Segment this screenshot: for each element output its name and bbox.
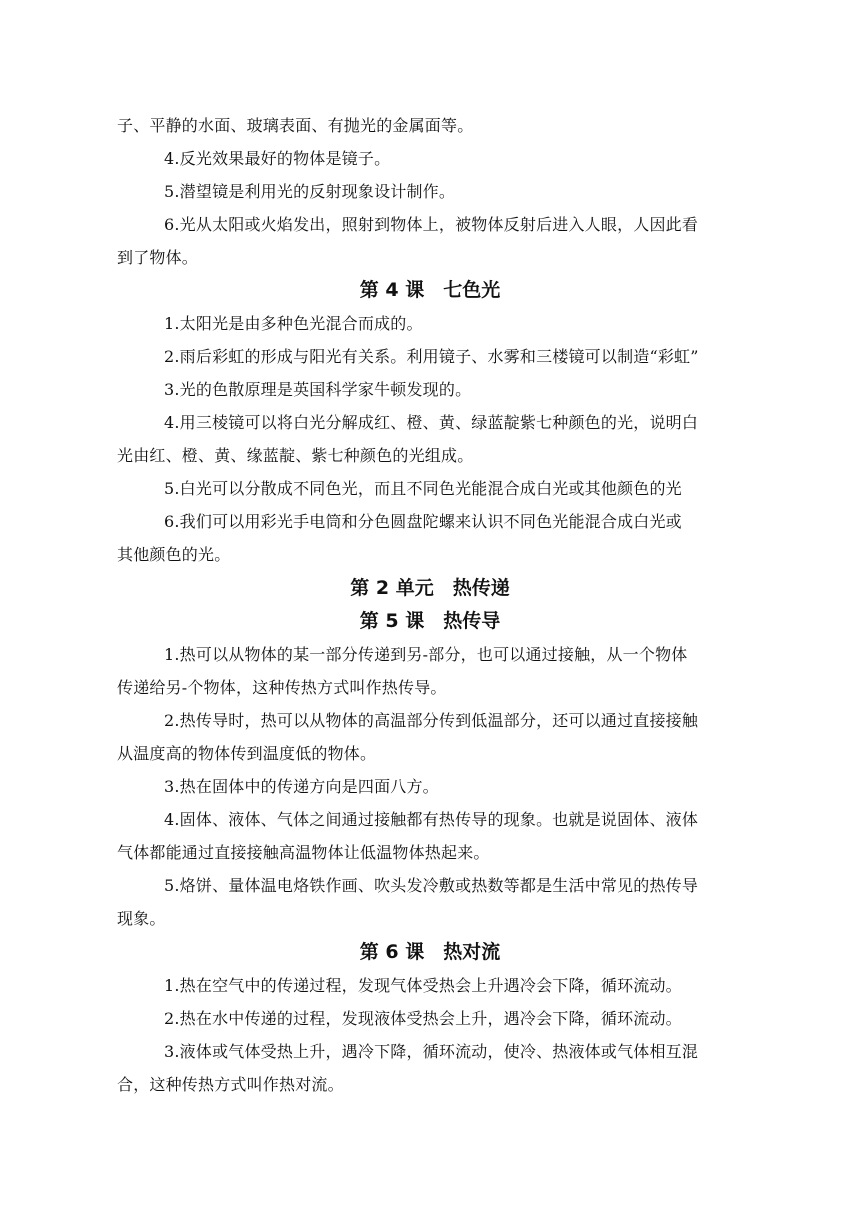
paragraph-line: 到了物体。 [117,248,199,267]
lesson-4-heading: 第 4 课 七色光 [359,279,501,301]
paragraph-line: 4.用三棱镜可以将白光分解成红、橙、黄、绿蓝靛紫七种颜色的光，说明白 [164,413,699,432]
paragraph-line: 传递给另-个物体，这种传热方式叫作热传导。 [117,678,447,697]
paragraph-line: 5.白光可以分散成不同色光，而且不同色光能混合成白光或其他颜色的光 [164,479,682,498]
lesson-5-heading: 第 5 课 热传导 [359,610,501,632]
paragraph-line: 1.热在空气中的传递过程，发现气体受热会上升遇冷会下降，循环流动。 [164,976,682,995]
paragraph-line: 其他颜色的光。 [117,545,231,564]
paragraph-line: 光由红、橙、黄、缘蓝靛、紫七种颜色的光组成。 [117,446,474,465]
paragraph-line: 1.热可以从物体的某一部分传递到另-部分，也可以通过接触，从一个物体 [164,645,688,664]
paragraph-line: 1.太阳光是由多种色光混合而成的。 [164,314,423,333]
paragraph-line: 5.烙饼、量体温电烙铁作画、吹头发冷敷或热数等都是生活中常见的热传导 [164,876,699,895]
paragraph-line: 3.光的色散原理是英国科学家牛顿发现的。 [164,380,472,399]
paragraph-line: 2.热传导时，热可以从物体的高温部分传到低温部分，还可以通过直接接触 [164,711,699,730]
paragraph-line: 4.反光效果最好的物体是镜子。 [164,149,391,168]
paragraph-line: 从温度高的物体传到温度低的物体。 [117,744,377,763]
paragraph-line: 2.雨后彩虹的形成与阳光有关系。利用镜子、水雾和三楼镜可以制造“彩虹” [164,347,699,366]
paragraph-line: 3.热在固体中的传递方向是四面八方。 [164,777,439,796]
paragraph-line: 气体都能通过直接接触高温物体让低温物体热起来。 [117,843,490,862]
paragraph-line: 子、平静的水面、玻璃表面、有抛光的金属面等。 [117,116,474,135]
paragraph-line: 6.光从太阳或火焰发出，照射到物体上，被物体反射后进入人眼，人因此看 [164,215,699,234]
paragraph-line: 3.液体或气体受热上升，遇冷下降，循环流动，使冷、热液体或气体相互混 [164,1042,699,1061]
lesson-6-heading: 第 6 课 热对流 [359,941,501,963]
paragraph-line: 5.潜望镜是利用光的反射现象设计制作。 [164,182,456,201]
unit-2-heading: 第 2 单元 热传递 [350,577,510,599]
paragraph-line: 现象。 [117,909,166,928]
paragraph-line: 合，这种传热方式叫作热对流。 [117,1075,344,1094]
paragraph-line: 4.固体、液体、气体之间通过接触都有热传导的现象。也就是说固体、液体 [164,810,699,829]
paragraph-line: 2.热在水中传递的过程，发现液体受热会上升，遇冷会下降，循环流动。 [164,1009,682,1028]
paragraph-line: 6.我们可以用彩光手电筒和分色圆盘陀螺来认识不同色光能混合成白光或 [164,512,682,531]
